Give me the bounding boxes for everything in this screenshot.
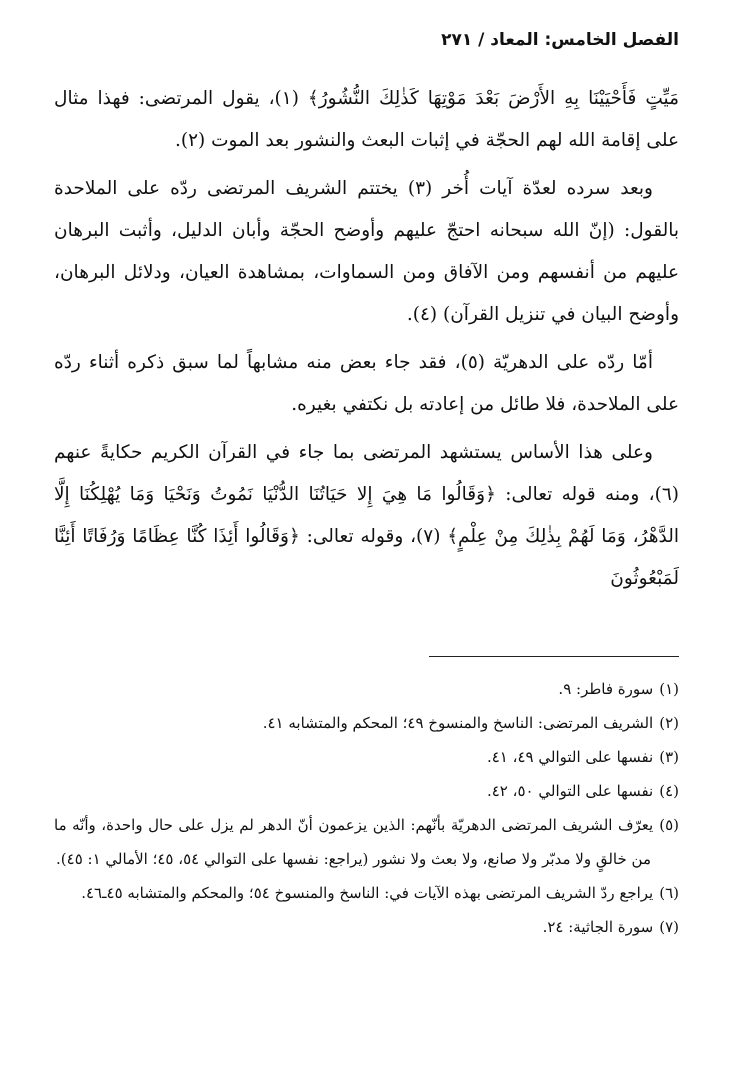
footnote-3 <box>54 740 679 774</box>
footnote-text: نفسها على التوالي ٤٩، ٤١. <box>486 748 654 766</box>
main-text <box>54 78 679 606</box>
footnote-4 <box>54 774 679 808</box>
footnote-number: (٧) <box>659 918 679 936</box>
footnote-number: (٥) <box>659 816 679 834</box>
running-header: الفصل الخامس: المعاد / ٢٧١ <box>441 30 679 50</box>
footnote-divider <box>429 656 679 657</box>
footnote-text: سورة فاطر: ٩. <box>558 680 654 698</box>
paragraph-3: أمّا ردّه على الدهريّة (٥)، فقد جاء بعض منه مشابهاً لما سبق ذكره أثناء ردّه على الملاحدة، فلا طائل من إعادته بل نكتفي بغيره. <box>54 352 679 415</box>
paragraph-2: وبعد سرده لعدّة آيات أُخر (٣) يختتم الشريف المرتضى ردّه على الملاحدة بالقول: (إنّ الله سبحانه احتجّ عليهم وأوضح الحجّة وأبان الدليل، وأثبت البرهان عليهم من أنفسهم ومن الآفاق ومن السماوات، بمشاهدة العيان، ودلائل البرهان، وأوضح البيان في تنزيل القرآن) (٤). <box>54 178 679 325</box>
footnote-text: يراجع ردّ الشريف المرتضى بهذه الآيات في: الناسخ والمنسوخ ٥٤؛ والمحكم والمتشابه ٤٥ـ٤٦. <box>81 884 654 902</box>
paragraph-4: وعلى هذا الأساس يستشهد المرتضى بما جاء في القرآن الكريم حكايةً عنهم (٦)، ومنه قوله تعالى: ﴿وَقَالُوا مَا هِيَ إِلا حَيَاتُنَا الدُّنْيَا نَمُوتُ وَنَحْيَا وَمَا يُهْلِكُنَا إِلَّا الدَّهْرُ، وَمَا لَهُمْ بِذٰلِكَ مِنْ عِلْمٍ﴾ (٧)، وقوله تعالى: ﴿وَقَالُوا أَئِذَا كُنَّا عِظَامًا وَرُفَاتًا أَئِنَّا لَمَبْعُوثُونَ <box>54 442 679 589</box>
footnote-text: سورة الجاثية: ٢٤. <box>542 918 654 936</box>
footnote-2 <box>54 706 679 740</box>
footnote-5 <box>54 808 679 876</box>
footnote-7 <box>54 910 679 944</box>
footnote-number: (٣) <box>659 748 679 766</box>
paragraph-1: مَيِّتٍ فَأَحْيَيْنَا بِهِ الأَرْضَ بَعْدَ مَوْتِهَا كَذٰلِكَ النُّشُورُ﴾ (١)، يقول المرتضى: فهذا مثال على إقامة الله لهم الحجّة في إثبات البعث والنشور بعد الموت (٢). <box>54 88 679 151</box>
footnote-text: الشريف المرتضى: الناسخ والمنسوخ ٤٩؛ المحكم والمتشابه ٤١. <box>262 714 654 732</box>
footnotes-section <box>54 672 679 944</box>
footnote-number: (١) <box>659 680 679 698</box>
footnote-6 <box>54 876 679 910</box>
footnote-number: (٤) <box>659 782 679 800</box>
footnote-number: (٢) <box>659 714 679 732</box>
footnote-text: يعرّف الشريف المرتضى الدهريّة بأنّهم: الذين يزعمون أنّ الدهر لم يزل على حال واحدة، وأنّه ما من خالقٍ ولا مدبّر ولا صانع، ولا بعث ولا نشور (يراجع: نفسها على التوالي ٥٤، ٤٥؛ الأمالي ١: ٤٥). <box>54 816 654 868</box>
footnote-number: (٦) <box>659 884 679 902</box>
footnote-text: نفسها على التوالي ٥٠، ٤٢. <box>486 782 654 800</box>
footnote-1 <box>54 672 679 706</box>
